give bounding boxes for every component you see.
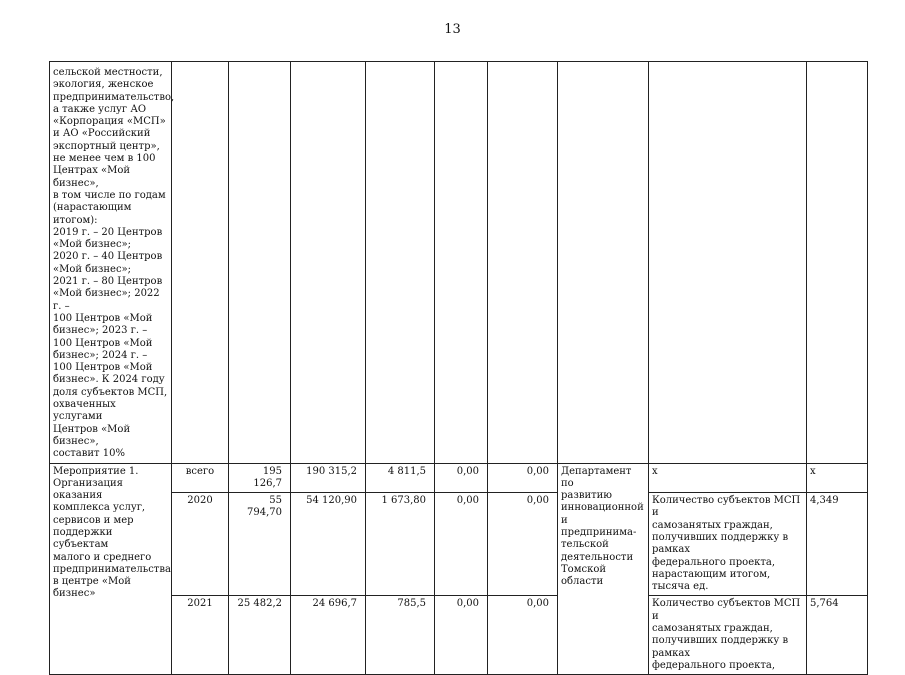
regional-cell: 785,5 (366, 596, 435, 675)
indicator-value-cell: 4,349 (807, 493, 868, 596)
page-number: 13 (444, 22, 461, 37)
total-cell: 195 126,7 (229, 463, 291, 493)
total-cell: 55 794,70 (229, 493, 291, 596)
table-row (50, 463, 868, 493)
year-cell: 2020 (172, 493, 229, 596)
empty-cell (435, 62, 488, 464)
empty-cell (291, 62, 366, 464)
indicator-cell: Количество субъектов МСП и самозанятых граждан, получивших поддержку в рамках федерального проекта, (649, 596, 807, 675)
table-row (50, 62, 868, 464)
indicator-value-cell: 5,764 (807, 596, 868, 675)
table-row (50, 596, 868, 675)
empty-cell (558, 62, 649, 464)
event-title-cell: Мероприятие 1. Организация оказания комплекса услуг, сервисов и мер поддержки субъектам малого и среднего предпринимательства в центре «Мой бизнес» (50, 463, 172, 675)
other-cell: 0,00 (488, 596, 558, 675)
indicator-cell: Количество субъектов МСП и самозанятых граждан, получивших поддержку в рамках федерального проекта, нарастающим итогом, тысяча ед. (649, 493, 807, 596)
federal-cell: 190 315,2 (291, 463, 366, 493)
program-table (49, 61, 868, 675)
indicator-cell: х (649, 463, 807, 493)
other-cell: 0,00 (488, 463, 558, 493)
task-description-cell: сельской местности, экология, женское предпринимательство, а также услуг АО «Корпорация «МСП» и АО «Российский экспортный центр», не менее чем в 100 Центрах «Мой бизнес», в том числе по годам (нарастающим итогом): 2019 г. – 20 Центров «Мой бизнес»; 2020 г. – 40 Центров «Мой бизнес»; 2021 г. – 80 Центров «Мой бизнес»; 2022 г. – 100 Центров «Мой бизнес»; 2023 г. – 100 Центров «Мой бизнес»; 2024 г. – 100 Центров «Мой бизнес». К 2024 году доля субъектов МСП, охваченных услугами Центров «Мой бизнес», составит 10% (50, 62, 172, 464)
year-cell: 2021 (172, 596, 229, 675)
local-cell: 0,00 (435, 463, 488, 493)
table-row (50, 493, 868, 596)
indicator-value-cell: х (807, 463, 868, 493)
executor-cell: Департамент по развитию инновационной и предпринима- тельской деятельности Томской области (558, 463, 649, 675)
empty-cell (366, 62, 435, 464)
other-cell: 0,00 (488, 493, 558, 596)
regional-cell: 1 673,80 (366, 493, 435, 596)
year-cell: всего (172, 463, 229, 493)
empty-cell (229, 62, 291, 464)
empty-cell (172, 62, 229, 464)
total-cell: 25 482,2 (229, 596, 291, 675)
regional-cell: 4 811,5 (366, 463, 435, 493)
federal-cell: 24 696,7 (291, 596, 366, 675)
local-cell: 0,00 (435, 596, 488, 675)
local-cell: 0,00 (435, 493, 488, 596)
federal-cell: 54 120,90 (291, 493, 366, 596)
empty-cell (488, 62, 558, 464)
empty-cell (649, 62, 807, 464)
empty-cell (807, 62, 868, 464)
